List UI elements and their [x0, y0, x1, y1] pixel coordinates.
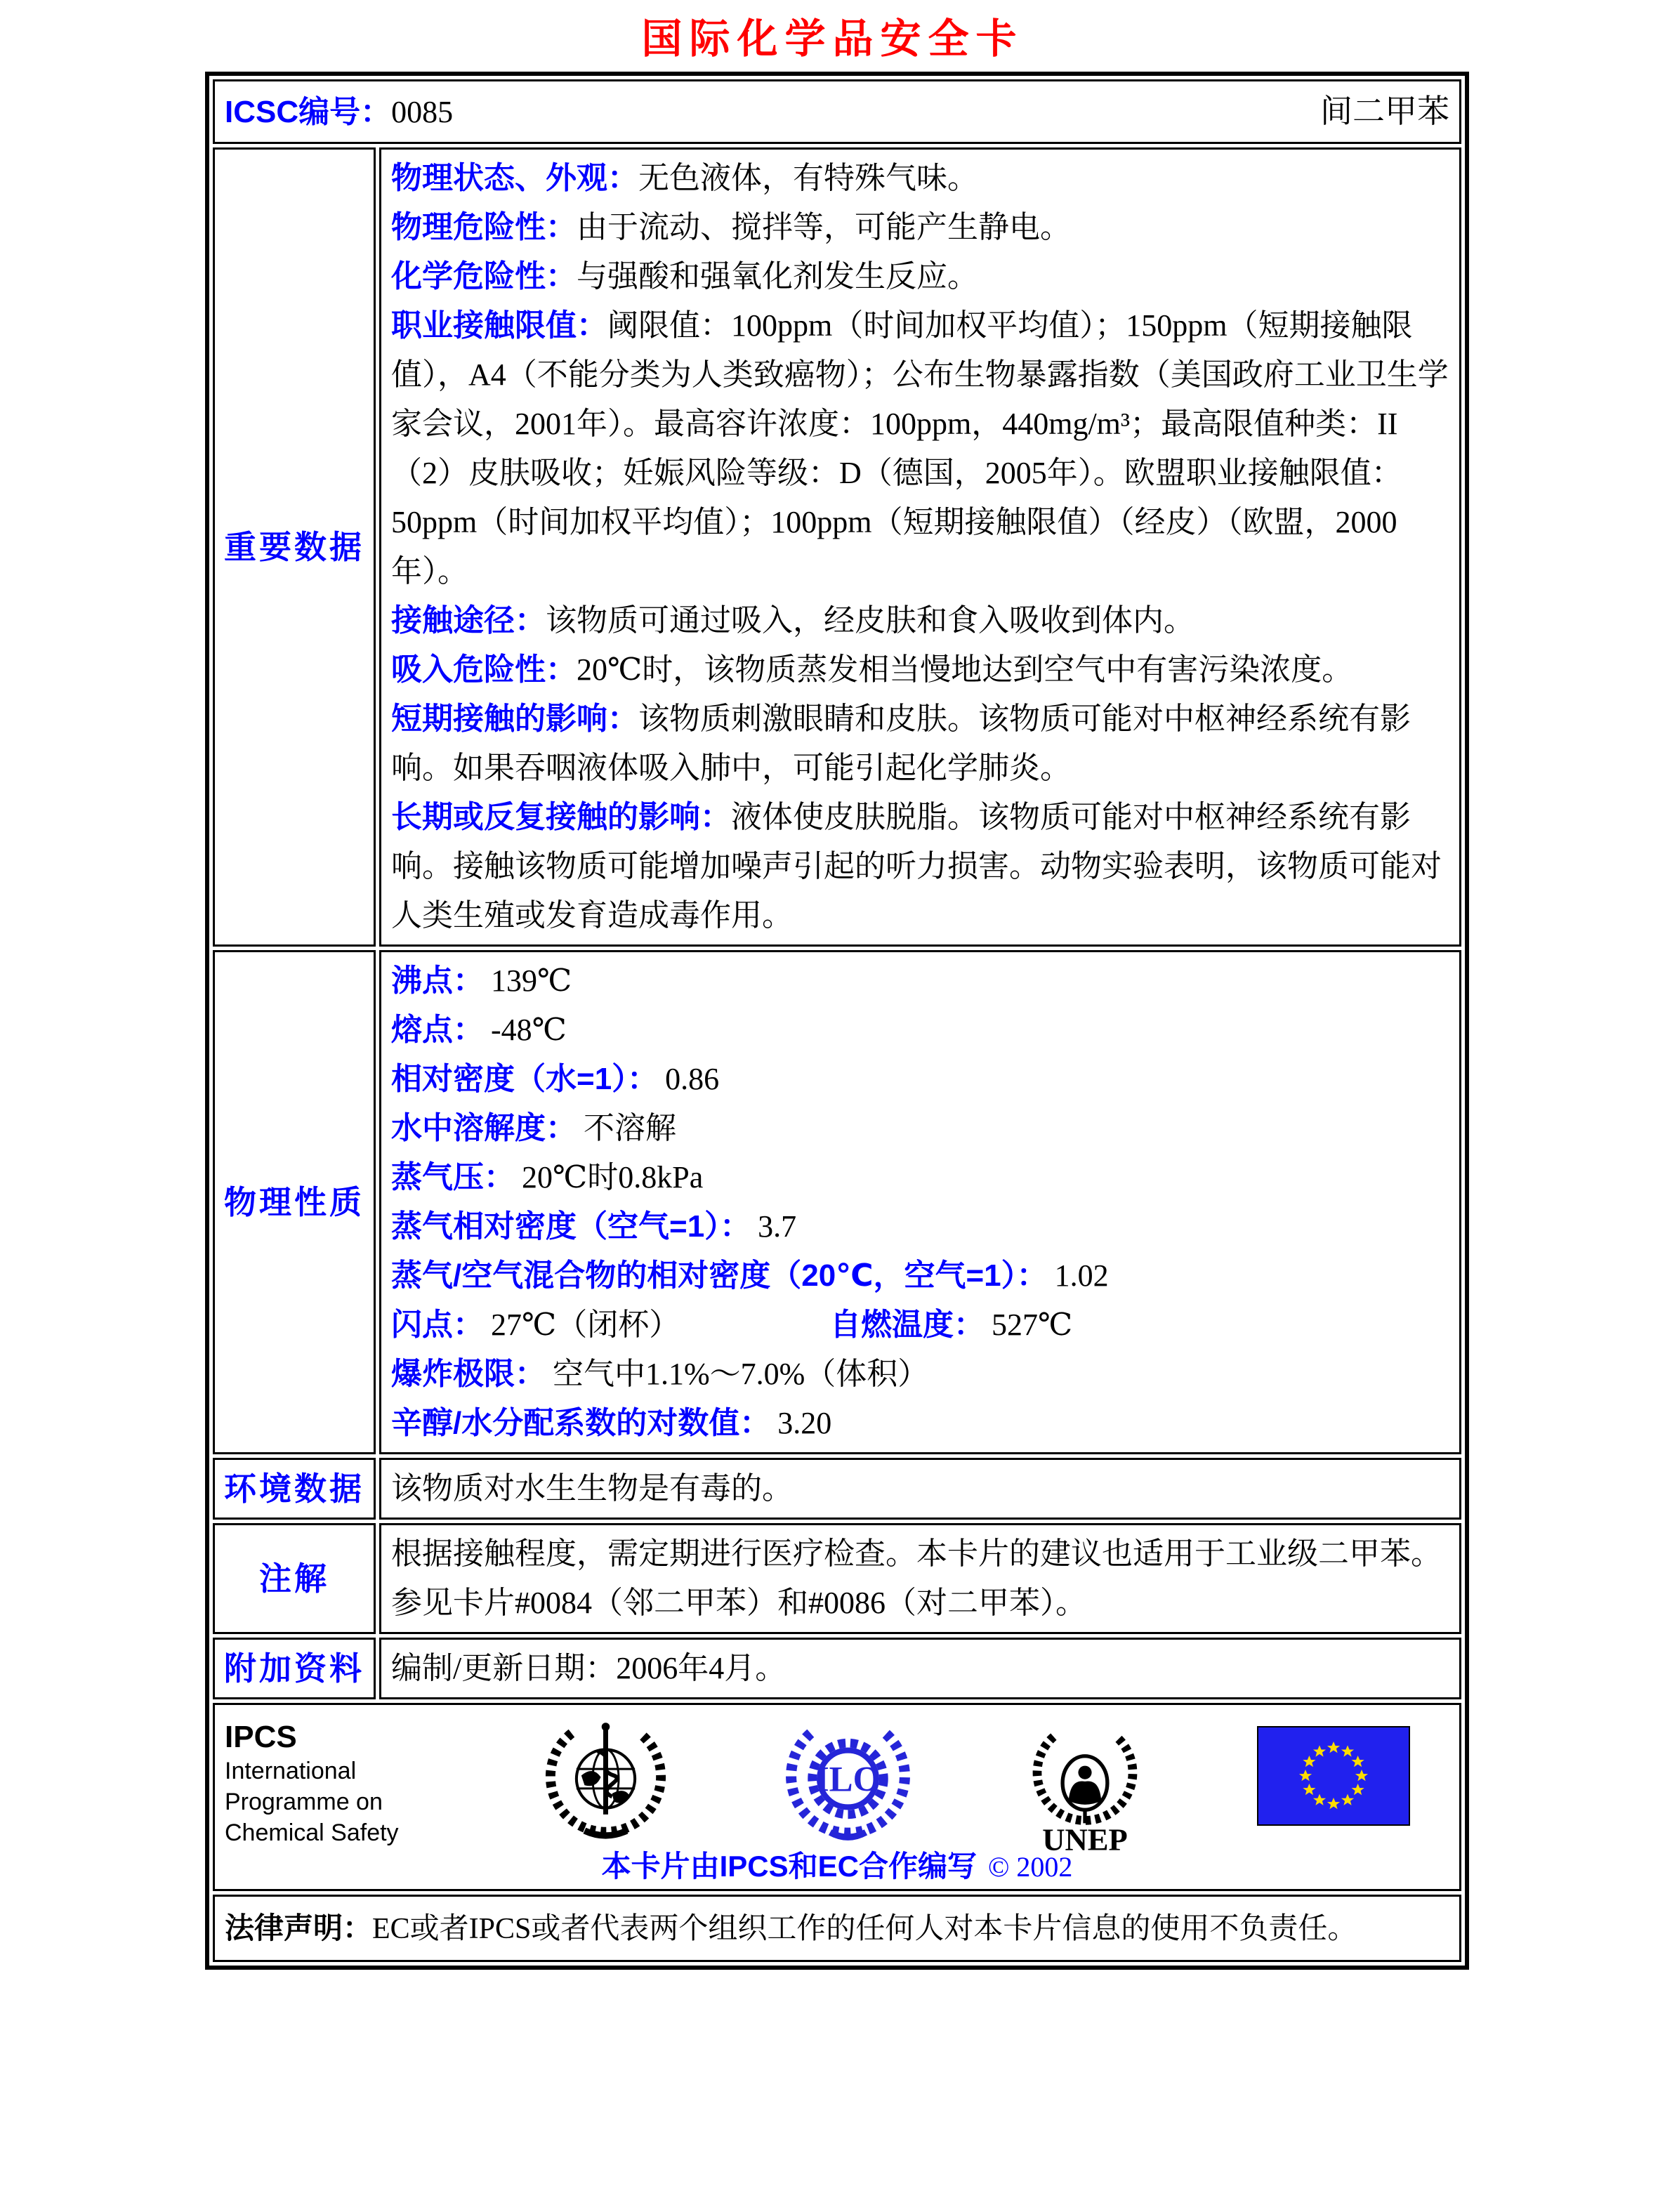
physical-property-line	[391, 1251, 1449, 1301]
property-value: 3.7	[758, 1209, 797, 1244]
property-label: 爆炸极限：	[391, 1357, 546, 1391]
physical-property-line	[391, 956, 1449, 1006]
header-cell	[213, 79, 1461, 144]
autoignition-value: 527℃	[992, 1308, 1073, 1342]
ipcs-line: International	[225, 1758, 357, 1784]
property-label: 蒸气相对密度（空气=1）：	[391, 1209, 751, 1244]
property-label: 蒸气压：	[391, 1160, 515, 1194]
icsc-number-label: ICSC编号：	[225, 94, 392, 129]
important-data-item	[391, 301, 1449, 596]
item-label: 物理状态、外观：	[391, 161, 638, 195]
important-data-content	[379, 147, 1461, 947]
credit-line	[222, 1848, 1452, 1885]
property-label: 辛醇/水分配系数的对数值：	[391, 1406, 771, 1440]
header-row	[213, 79, 1461, 144]
physical-property-line	[391, 1104, 1449, 1153]
chemical-name: 间二甲苯	[1320, 93, 1449, 129]
property-value: 0.86	[665, 1062, 720, 1096]
ilo-logo-text: ILO	[815, 1760, 881, 1800]
flash-point-value: 27℃（闭杯）	[491, 1308, 680, 1342]
row-label-important-data: 重要数据	[213, 147, 376, 947]
property-label: 蒸气/空气混合物的相对密度（20℃，空气=1）：	[391, 1258, 1048, 1293]
important-data-item	[391, 252, 1449, 301]
important-data-item	[391, 793, 1449, 940]
legal-notice-text: EC或者IPCS或者代表两个组织工作的任何人对本卡片信息的使用不负责任。	[372, 1912, 1357, 1945]
flash-point-label: 闪点：	[391, 1308, 484, 1342]
important-data-item	[391, 645, 1449, 694]
logos-row	[213, 1703, 1461, 1891]
ilo-logo-icon	[783, 1712, 913, 1845]
important-data-row	[213, 147, 1461, 947]
physical-property-line	[391, 1055, 1449, 1104]
item-label: 接触途径：	[391, 603, 546, 638]
property-value: 不溶解	[584, 1111, 676, 1145]
ipcs-line: Chemical Safety	[225, 1819, 399, 1846]
physical-property-line	[391, 1399, 1449, 1448]
row-label-notes: 注解	[213, 1523, 376, 1634]
property-value: 3.20	[777, 1406, 832, 1440]
item-text: 与强酸和强氧化剂发生反应。	[577, 259, 978, 294]
item-text: 阈限值：100ppm（时间加权平均值）；150ppm（短期接触限值），A4（不能分类为人类致癌物）；公布生物暴露指数（美国政府工业卫生学家会议，2001年）。最高容许浓度：100ppm，440mg/m³；最高限值种类：II（2）皮肤吸收；妊娠风险等级：D（德国，2005年）。欧盟职业接触限值：50ppm（时间加权平均值）；100ppm（短期接触限值）（经皮）（欧盟，2000年）。	[391, 308, 1449, 588]
environmental-data-content: 该物质对水生生物是有毒的。	[379, 1458, 1461, 1520]
property-value: 1.02	[1054, 1258, 1109, 1293]
safety-card-table	[205, 72, 1469, 1970]
additional-info-content: 编制/更新日期：2006年4月。	[379, 1638, 1461, 1699]
property-value: -48℃	[491, 1013, 567, 1047]
legal-cell	[213, 1895, 1461, 1962]
eu-flag-icon	[1257, 1726, 1410, 1826]
page-title: 国际化学品安全卡	[641, 16, 1024, 62]
ipcs-text-block	[225, 1712, 428, 1848]
ipcs-acronym: IPCS	[225, 1720, 297, 1754]
additional-info-row	[213, 1638, 1461, 1699]
credit-text: 本卡片由IPCS和EC合作编写	[601, 1850, 977, 1883]
copyright-year: © 2002	[987, 1851, 1073, 1883]
physical-property-line-dual	[391, 1301, 1449, 1350]
item-label: 化学危险性：	[391, 259, 577, 294]
item-label: 吸入危险性：	[391, 652, 577, 687]
physical-property-line	[391, 1006, 1449, 1055]
item-label: 物理危险性：	[391, 210, 577, 244]
unep-logo-text: UNEP	[1042, 1822, 1128, 1854]
row-label-additional-info: 附加资料	[213, 1638, 376, 1699]
notes-row	[213, 1523, 1461, 1634]
item-text: 20℃时，该物质蒸发相当慢地达到空气中有害污染浓度。	[577, 652, 1353, 687]
property-label: 水中溶解度：	[391, 1111, 577, 1145]
property-value: 139℃	[491, 963, 572, 998]
item-label: 短期接触的影响：	[391, 702, 638, 736]
property-label: 相对密度（水=1）：	[391, 1062, 659, 1096]
logos-cell	[213, 1703, 1461, 1891]
important-data-item	[391, 154, 1449, 203]
item-label: 长期或反复接触的影响：	[391, 800, 731, 834]
item-text: 由于流动、搅拌等，可能产生静电。	[577, 210, 1071, 244]
property-label: 熔点：	[391, 1013, 484, 1047]
unep-logo-icon	[1025, 1712, 1145, 1854]
environmental-data-row	[213, 1458, 1461, 1520]
property-label: 沸点：	[391, 963, 484, 998]
important-data-item	[391, 203, 1449, 252]
who-logo-icon	[541, 1712, 671, 1845]
autoignition-label: 自燃温度：	[830, 1308, 985, 1342]
item-text: 液体使皮肤脱脂。该物质可能对中枢神经系统有影响。接触该物质可能增加噪声引起的听力损害。动物实验表明，该物质可能对人类生殖或发育造成毒作用。	[391, 800, 1442, 933]
autoignition-group	[830, 1301, 1072, 1350]
important-data-item	[391, 694, 1449, 793]
item-label: 职业接触限值：	[391, 308, 607, 343]
physical-property-line	[391, 1153, 1449, 1202]
icsc-number-group	[225, 88, 453, 137]
notes-content: 根据接触程度，需定期进行医疗检查。本卡片的建议也适用于工业级二甲苯。参见卡片#0084（邻二甲苯）和#0086（对二甲苯）。	[379, 1523, 1461, 1634]
item-text: 该物质刺激眼睛和皮肤。该物质可能对中枢神经系统有影响。如果吞咽液体吸入肺中，可能引起化学肺炎。	[391, 702, 1411, 785]
item-text: 该物质可通过吸入，经皮肤和食入吸收到体内。	[546, 603, 1195, 638]
physical-properties-row	[213, 950, 1461, 1454]
row-label-physical-properties: 物理性质	[213, 950, 376, 1454]
legal-row	[213, 1895, 1461, 1962]
legal-notice-label: 法律声明：	[225, 1911, 373, 1944]
physical-property-line	[391, 1202, 1449, 1251]
item-text: 无色液体，有特殊气味。	[638, 161, 978, 195]
important-data-item	[391, 596, 1449, 645]
row-label-environmental-data: 环境数据	[213, 1458, 376, 1520]
ipcs-line: Programme on	[225, 1789, 383, 1815]
physical-property-line	[391, 1350, 1449, 1399]
property-value: 20℃时0.8kPa	[522, 1160, 704, 1194]
physical-properties-content	[379, 950, 1461, 1454]
icsc-number-value: 0085	[391, 94, 454, 129]
property-value: 空气中1.1%～7.0%（体积）	[553, 1357, 929, 1391]
